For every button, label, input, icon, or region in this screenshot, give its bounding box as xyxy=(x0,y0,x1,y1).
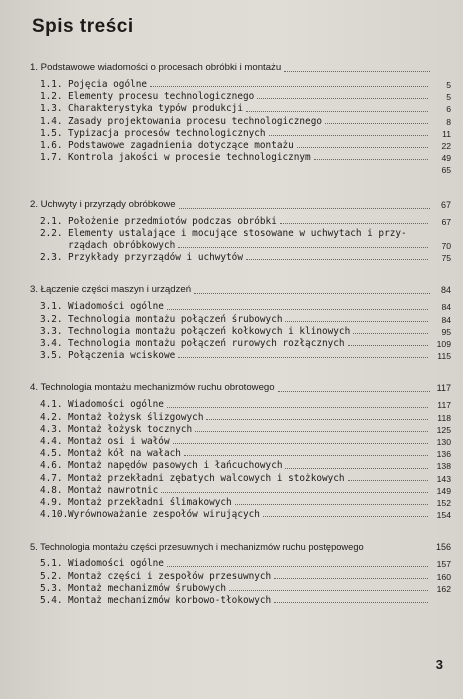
leader-dots xyxy=(269,135,428,136)
entry-title: Elementy ustalające i mocujące stosowane w uchwytach i przy- xyxy=(68,227,407,239)
entry-number: 2.2. xyxy=(40,227,63,239)
chapter-title: 1. Podstawowe wiadomości o procesach obróbki i montażu xyxy=(30,62,282,73)
entry-page: 115 xyxy=(437,351,451,362)
leader-dots xyxy=(284,71,430,72)
entry-page: 130 xyxy=(436,437,451,448)
entry-number: 1.5. xyxy=(40,127,63,139)
toc-entry xyxy=(30,338,451,350)
entry-title: Montaż przekładni zębatych walcowych i stożkowych xyxy=(68,472,345,484)
entry-title: Podstawowe zagadnienia dotyczące montażu xyxy=(68,140,294,152)
entry-number: 4.6. xyxy=(40,460,63,472)
entry-title: Montaż łożysk tocznych xyxy=(68,423,193,435)
entry-number: 5.4. xyxy=(40,595,63,607)
chapter-heading xyxy=(30,539,451,555)
entry-title: Charakterystyka typów produkcji xyxy=(68,103,243,115)
toc-entry xyxy=(30,103,451,115)
entry-title: Wiadomości ogólne xyxy=(68,301,164,313)
entry-page: 154 xyxy=(436,510,451,521)
toc-entry xyxy=(30,424,451,436)
entry-page: 152 xyxy=(436,498,451,509)
entry-page: 125 xyxy=(436,424,451,435)
entry-number: 4.7. xyxy=(40,472,63,484)
leader-dots xyxy=(353,333,428,334)
entry-page: 143 xyxy=(436,473,451,484)
leader-dots xyxy=(257,98,428,99)
chapter-title: 5. Technologia montażu części przesuwnych i mechanizmów ruchu postępowego xyxy=(30,542,364,553)
toc-entry xyxy=(30,116,451,128)
chapter-1 xyxy=(30,60,451,177)
entry-title: Kontrola jakości w procesie technologicznym xyxy=(68,152,311,164)
leader-dots xyxy=(178,357,428,358)
leader-dots xyxy=(161,492,428,493)
leader-dots xyxy=(178,247,428,248)
entry-number: 5.2. xyxy=(40,570,63,582)
chapter-heading xyxy=(30,282,451,298)
chapter-page: 117 xyxy=(436,383,451,394)
entry-title: Położenie przedmiotów podczas obróbki xyxy=(68,215,277,227)
chapter-3 xyxy=(30,282,451,362)
leader-dots xyxy=(297,147,428,148)
leader-dots xyxy=(229,590,428,591)
toc-entry xyxy=(30,152,451,164)
toc-entry xyxy=(30,314,451,326)
toc-entry xyxy=(30,485,451,497)
toc-entry xyxy=(30,448,451,460)
entry-title: Wiadomości ogólne xyxy=(68,399,164,411)
entry-page: 49 xyxy=(441,153,451,164)
entry-page: 8 xyxy=(446,116,451,127)
leader-dots xyxy=(167,566,428,567)
toc-entry xyxy=(30,399,451,411)
entry-title: Pojęcia ogólne xyxy=(68,79,148,90)
toc-entry xyxy=(30,164,451,176)
entry-page: 5 xyxy=(446,80,451,90)
leader-dots xyxy=(150,86,428,87)
entry-title: Montaż mechanizmów śrubowych xyxy=(68,582,227,594)
entry-title: Zasady projektowania procesu technologicznego xyxy=(68,115,322,127)
entry-number: 3.1. xyxy=(40,301,63,313)
toc-entry xyxy=(30,460,451,472)
entry-number: 4.4. xyxy=(40,436,63,448)
leader-dots xyxy=(167,309,428,310)
leader-dots xyxy=(179,208,430,209)
entry-title: Montaż kół na wałach xyxy=(68,448,181,460)
entry-number: 4.9. xyxy=(40,497,63,509)
chapter-heading xyxy=(30,197,451,213)
leader-dots xyxy=(314,159,428,160)
entry-number: 1.3. xyxy=(40,103,63,115)
entry-number: 3.4. xyxy=(40,338,63,350)
entry-number: 4.2. xyxy=(40,411,63,423)
entry-title: Montaż łożysk ślizgowych xyxy=(68,411,204,423)
chapter-heading xyxy=(30,60,451,76)
leader-dots xyxy=(246,259,428,260)
entry-number: 4.1. xyxy=(40,399,63,411)
page-number: 3 xyxy=(435,657,443,672)
chapter-title: 3. Łączenie części maszyn i urządzeń xyxy=(30,284,192,296)
leader-dots xyxy=(246,111,428,112)
toc-entry xyxy=(30,558,451,570)
leader-dots xyxy=(285,468,428,469)
entry-title: Wyrównoważanie zespołów wirujących xyxy=(68,509,260,521)
entry-number: 2.1. xyxy=(40,215,63,227)
leader-dots xyxy=(274,578,428,579)
leader-dots xyxy=(348,480,428,481)
entry-page: 95 xyxy=(441,326,451,337)
toc-entry xyxy=(30,583,451,595)
chapter-heading xyxy=(30,380,451,396)
entry-page: 160 xyxy=(436,571,451,582)
entry-page: 162 xyxy=(436,583,451,594)
entry-page: 84 xyxy=(441,302,451,313)
entry-title: Typizacja procesów technologicznych xyxy=(68,127,266,139)
entry-number: 3.5. xyxy=(40,350,63,362)
entry-title: Połączenia wciskowe xyxy=(68,350,176,362)
entry-page: 6 xyxy=(446,104,451,115)
leader-dots xyxy=(325,123,428,124)
toc-entry xyxy=(30,252,451,264)
entry-number: 4.5. xyxy=(40,448,63,460)
entry-title: Montaż osi i wałów xyxy=(68,436,170,448)
leader-dots xyxy=(206,419,428,420)
leader-dots xyxy=(348,345,428,346)
chapter-5 xyxy=(30,539,451,607)
entry-title: Montaż nawrotnic xyxy=(68,484,159,496)
entry-title: Technologia montażu połączeń kołkowych i klinowych xyxy=(68,325,351,337)
toc-entry xyxy=(30,412,451,424)
leader-dots xyxy=(278,391,430,392)
entry-page: 136 xyxy=(436,449,451,460)
entry-page: 84 xyxy=(441,314,451,325)
entry-page: 118 xyxy=(437,412,451,423)
entry-title: Wiadomości ogólne xyxy=(68,558,164,570)
leader-dots xyxy=(173,443,428,444)
entry-title: Montaż części i zespołów przesuwnych xyxy=(68,570,272,582)
entry-title: Elementy procesu technologicznego xyxy=(68,91,255,103)
entry-title: Montaż przekładni ślimakowych xyxy=(68,497,232,509)
entry-number: 3.3. xyxy=(40,325,63,337)
entry-page: 75 xyxy=(441,253,451,264)
toc-entry xyxy=(30,350,451,362)
entry-title: Technologia montażu połączeń śrubowych xyxy=(68,313,283,325)
toc-entry xyxy=(30,79,451,91)
entry-title: Technologia montażu połączeń rurowych rozłącznych xyxy=(68,338,345,350)
toc-entry xyxy=(30,473,451,485)
entry-page: 138 xyxy=(436,461,451,472)
chapter-2 xyxy=(30,197,451,265)
entry-number: 2.3. xyxy=(40,252,63,264)
toc-entry xyxy=(30,326,451,338)
chapter-title: 4. Technologia montażu mechanizmów ruchu obrotowego xyxy=(30,382,275,394)
entry-page: 22 xyxy=(441,141,451,152)
chapter-page: 67 xyxy=(440,199,451,210)
leader-dots xyxy=(235,504,428,505)
chapter-page: 156 xyxy=(435,542,451,553)
entry-page: 157 xyxy=(436,559,451,570)
leader-dots xyxy=(285,321,428,322)
toc-entry xyxy=(30,571,451,583)
entry-number: 1.2. xyxy=(40,91,63,103)
page-title: Spis treści xyxy=(32,16,134,37)
entry-number: 1.6. xyxy=(40,140,63,152)
entry-page: 11 xyxy=(442,128,451,139)
chapter-4 xyxy=(30,380,451,521)
leader-dots xyxy=(167,407,428,408)
entry-number: 4.10. xyxy=(40,509,69,521)
entry-number: 1.1. xyxy=(40,79,63,90)
leader-dots xyxy=(194,293,430,294)
entry-number: 4.3. xyxy=(40,423,63,435)
entry-number: 5.1. xyxy=(40,558,63,570)
toc-entry xyxy=(30,436,451,448)
entry-number: 3.2. xyxy=(40,313,63,325)
entry-page: 65 xyxy=(441,165,451,176)
entry-page: 70 xyxy=(441,241,451,252)
toc-entry xyxy=(30,128,451,140)
leader-dots xyxy=(274,602,428,603)
entry-page: 5 xyxy=(446,92,451,103)
toc-entry xyxy=(30,595,451,607)
entry-page: 109 xyxy=(436,339,451,350)
leader-dots xyxy=(280,223,428,224)
entry-page: 67 xyxy=(441,216,451,227)
toc-entry xyxy=(30,216,451,228)
leader-dots xyxy=(184,455,428,456)
toc-entry xyxy=(30,140,451,152)
chapter-title: 2. Uchwyty i przyrządy obróbkowe xyxy=(30,198,176,210)
entry-title: Montaż napędów pasowych i łańcuchowych xyxy=(68,460,283,472)
toc-entry xyxy=(30,509,451,521)
toc-entry xyxy=(30,91,451,103)
entry-number: 1.7. xyxy=(40,152,63,164)
entry-title: Montaż mechanizmów korbowo-tłokowych xyxy=(68,595,272,607)
entry-page: 149 xyxy=(436,485,451,496)
entry-title-continued: rządach obróbkowych xyxy=(68,240,176,252)
chapter-page: 84 xyxy=(440,285,451,296)
leader-dots xyxy=(195,431,428,432)
toc-entry xyxy=(30,228,451,252)
leader-dots xyxy=(263,516,428,517)
toc-entry xyxy=(30,497,451,509)
entry-title: Przykłady przyrządów i uchwytów xyxy=(68,252,243,264)
entry-number: 5.3. xyxy=(40,582,63,594)
entry-page: 117 xyxy=(437,400,451,411)
entry-number: 1.4. xyxy=(40,115,63,127)
entry-number: 4.8. xyxy=(40,484,63,496)
toc-entry xyxy=(30,301,451,313)
